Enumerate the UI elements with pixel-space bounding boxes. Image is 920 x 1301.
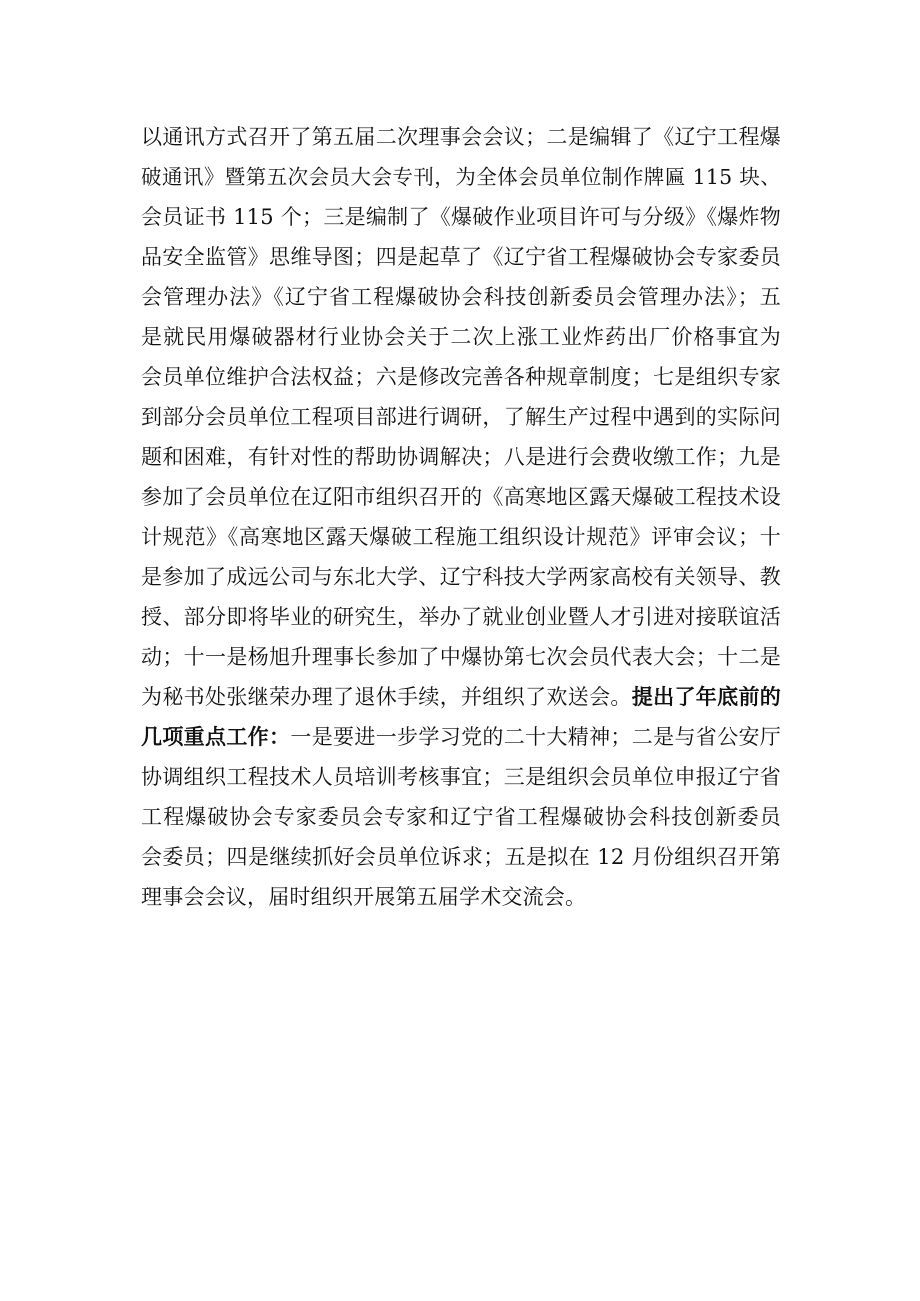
text-line-19: 会委员；四是继续抓好会员单位诉求；五是拟在 12 月份组织召开第 <box>141 845 781 869</box>
text-line-16-bold: 几项重点工作： <box>141 725 291 749</box>
text-line-17: 协调组织工程技术人员培训考核事宜；三是组织会员单位申报辽宁省 <box>141 765 781 789</box>
text-line-1: 以通讯方式召开了第五届二次理事会会议；二是编辑了《辽宁工程爆 <box>141 125 781 149</box>
text-line-16-normal: 一是要进一步学习党的二十大精神；二是与省公安厅 <box>290 725 781 749</box>
text-line-15-bold: 提出了年底前的 <box>631 685 781 709</box>
text-line-15-normal: 为秘书处张继荣办理了退休手续，并组织了欢送会。 <box>141 685 632 709</box>
text-line-13: 授、部分即将毕业的研究生，举办了就业创业暨人才引进对接联谊活 <box>141 605 781 629</box>
text-line-3: 会员证书 115 个；三是编制了《爆破作业项目许可与分级》《爆炸物 <box>141 205 781 229</box>
text-line-18: 工程爆破协会专家委员会专家和辽宁省工程爆破协会科技创新委员 <box>141 805 781 829</box>
text-line-20: 理事会会议，届时组织开展第五届学术交流会。 <box>141 885 587 909</box>
text-line-5: 会管理办法》《辽宁省工程爆破协会科技创新委员会管理办法》；五 <box>141 285 781 309</box>
text-line-2: 破通讯》暨第五次会员大会专刊，为全体会员单位制作牌匾 115 块、 <box>141 165 781 189</box>
text-line-12: 是参加了成远公司与东北大学、辽宁科技大学两家高校有关领导、教 <box>141 565 781 589</box>
body-text <box>141 117 781 917</box>
text-line-8: 到部分会员单位工程项目部进行调研，了解生产过程中遇到的实际问 <box>141 405 781 429</box>
text-line-14: 动；十一是杨旭升理事长参加了中爆协第七次会员代表大会；十二是 <box>141 645 781 669</box>
text-line-4: 品安全监管》思维导图；四是起草了《辽宁省工程爆破协会专家委员 <box>141 245 781 269</box>
text-line-16 <box>141 717 781 757</box>
text-line-15 <box>141 677 781 717</box>
text-line-9: 题和困难，有针对性的帮助协调解决；八是进行会费收缴工作；九是 <box>141 445 781 469</box>
text-line-6: 是就民用爆破器材行业协会关于二次上涨工业炸药出厂价格事宜为 <box>141 325 781 349</box>
text-line-11: 计规范》《高寒地区露天爆破工程施工组织设计规范》评审会议；十 <box>141 525 781 549</box>
text-line-7: 会员单位维护合法权益；六是修改完善各种规章制度；七是组织专家 <box>141 365 781 389</box>
text-line-10: 参加了会员单位在辽阳市组织召开的《高寒地区露天爆破工程技术设 <box>141 485 781 509</box>
